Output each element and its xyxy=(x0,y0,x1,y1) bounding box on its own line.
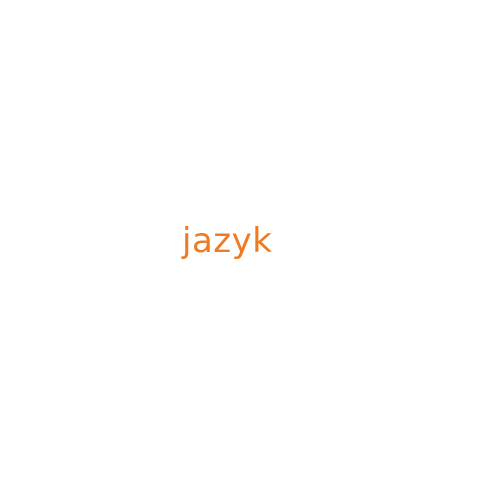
word-label: jazyk xyxy=(182,221,273,261)
